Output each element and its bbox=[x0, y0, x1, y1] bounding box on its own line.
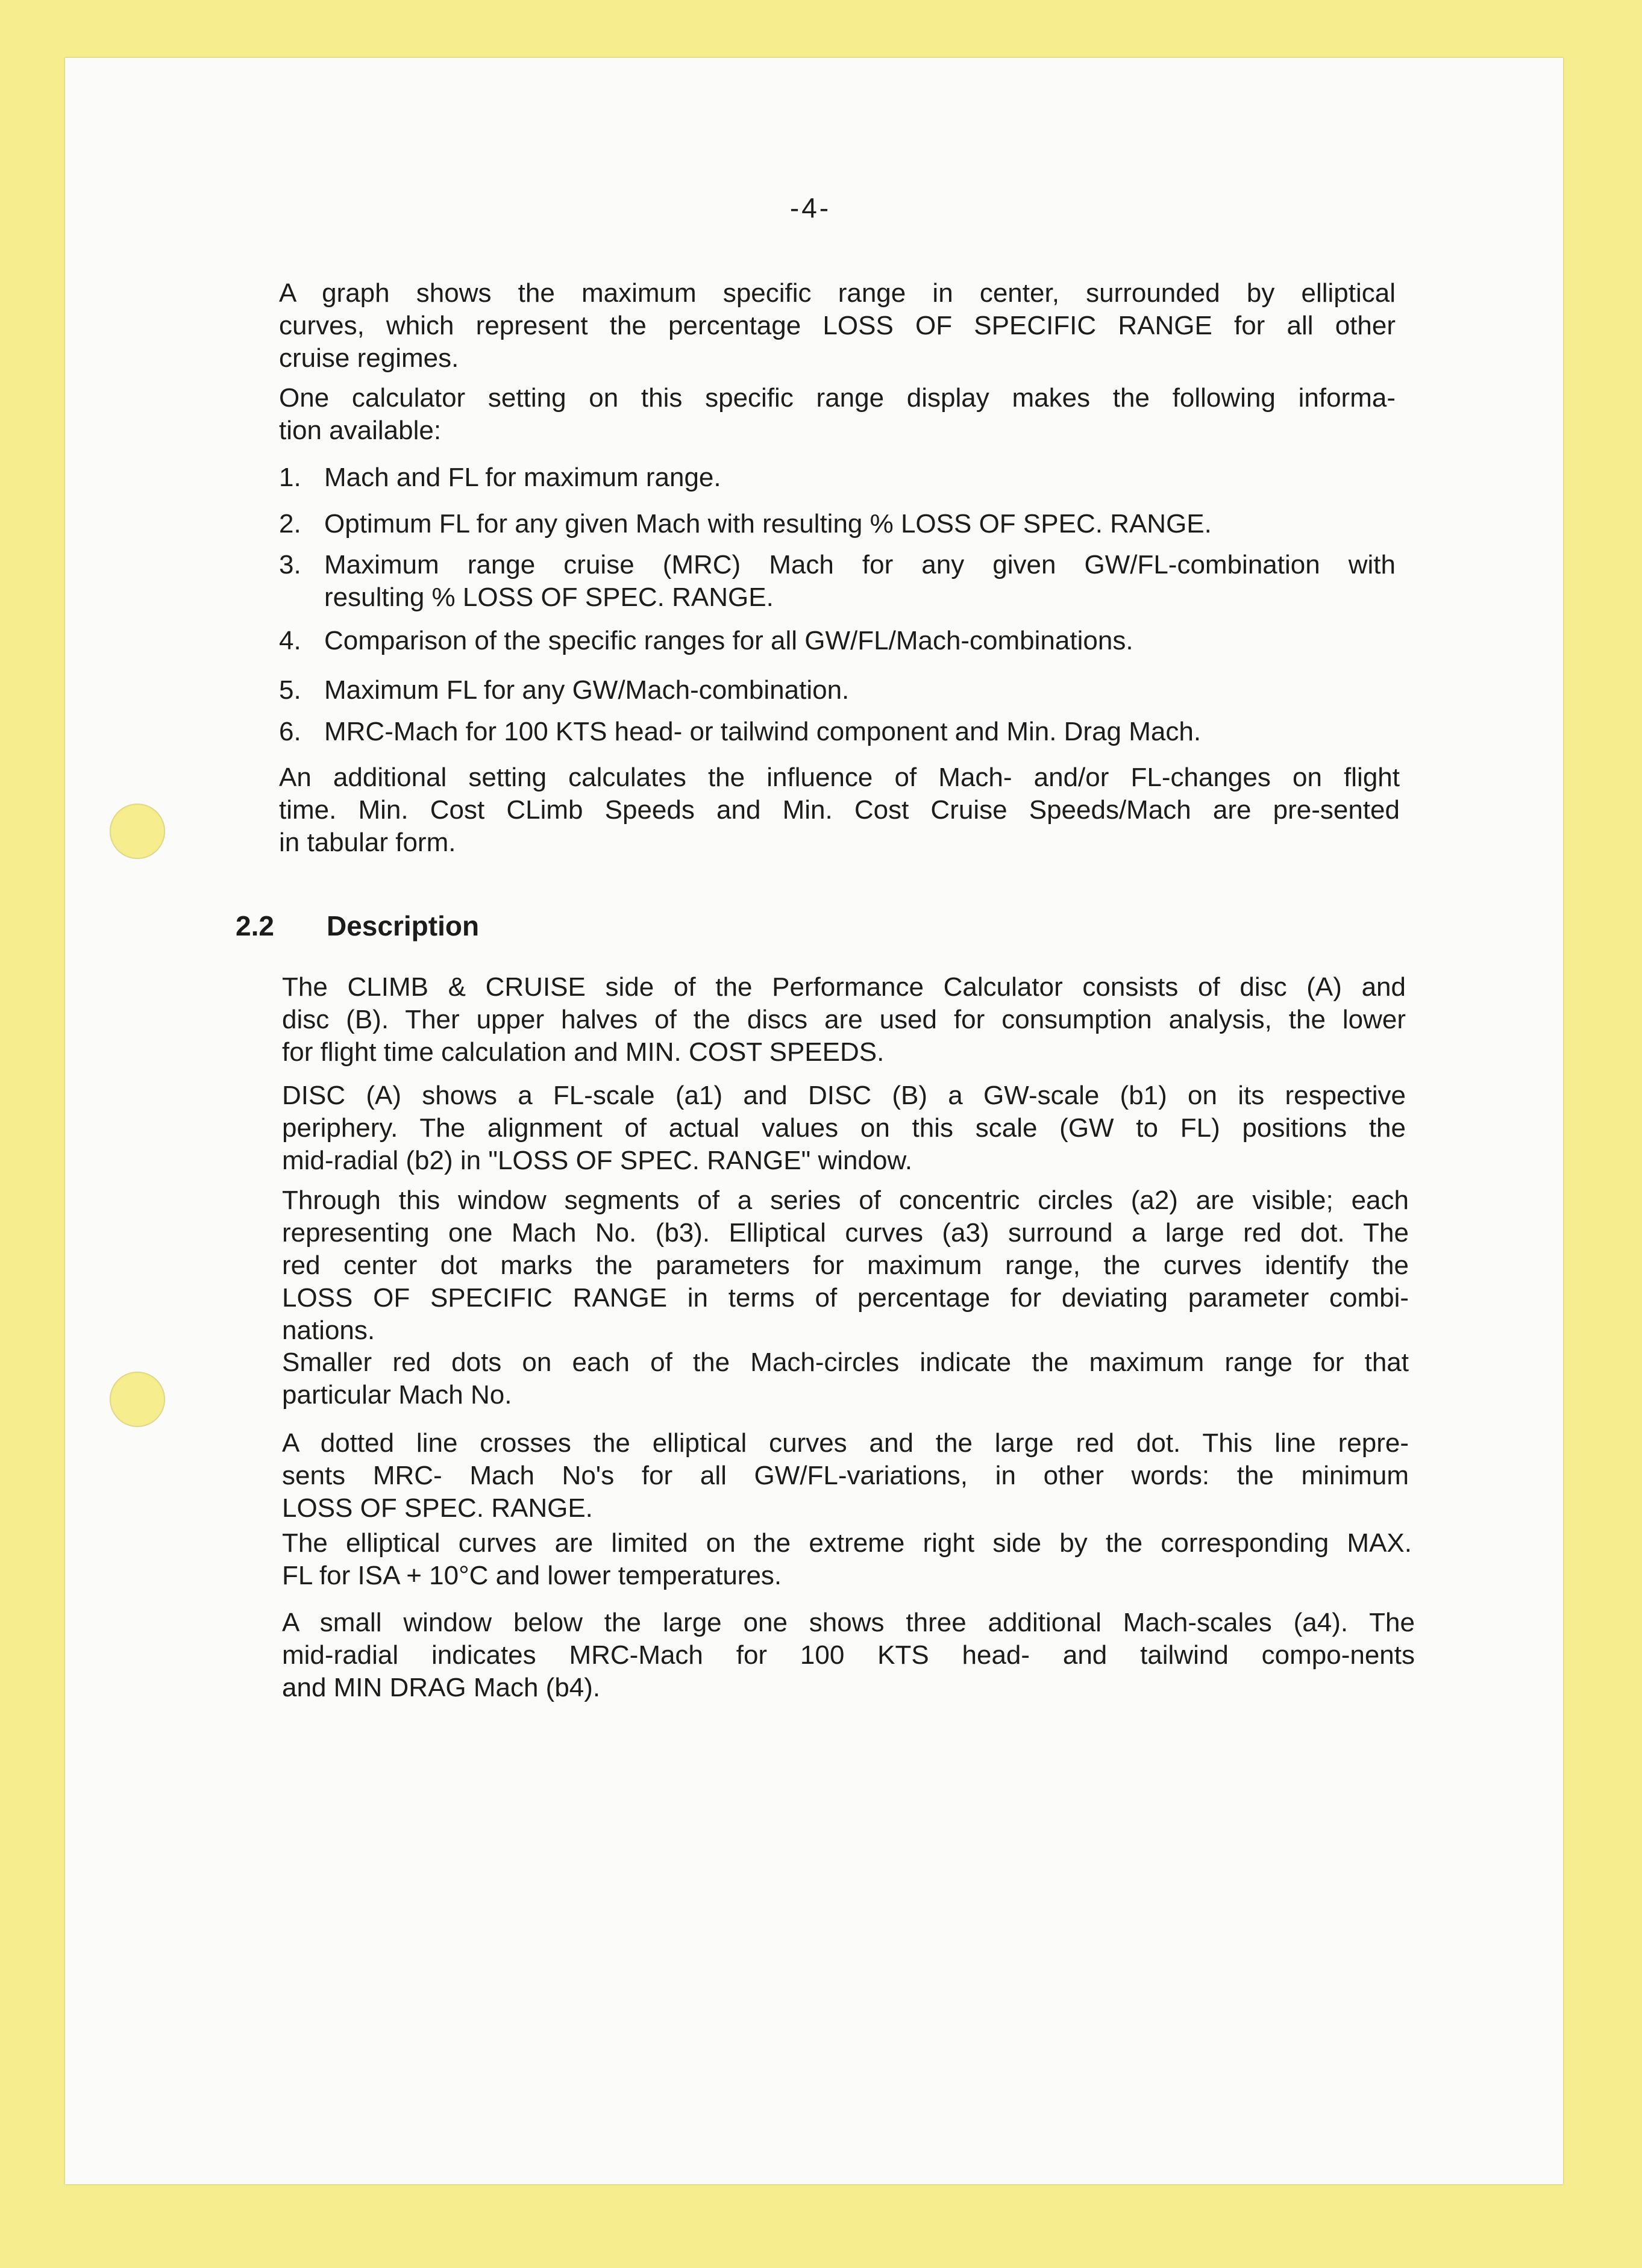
text-line: DISC (A) shows a FL-scale (a1) and DISC (B) a GW-scale (b1) on its respective bbox=[282, 1081, 1406, 1110]
description-paragraph bbox=[282, 1346, 1409, 1411]
text-line: One calculator setting on this specific range display makes the following informa- bbox=[279, 383, 1396, 413]
text-line: sents MRC- Mach No's for all GW/FL-variations, in other words: the minimum bbox=[282, 1461, 1409, 1490]
text-line: resulting % LOSS OF SPEC. RANGE. bbox=[324, 583, 774, 612]
list-number: 5. bbox=[279, 675, 301, 705]
text-line: curves, which represent the percentage LOSS OF SPECIFIC RANGE for all other bbox=[279, 311, 1396, 340]
text-line: A small window below the large one shows three additional Mach-scales (a4). The bbox=[282, 1608, 1415, 1637]
text-line: in tabular form. bbox=[279, 828, 456, 857]
list-text bbox=[324, 508, 1396, 540]
section-number: 2.2 bbox=[236, 910, 274, 942]
text-line: nations. bbox=[282, 1316, 375, 1345]
text-line: time. Min. Cost CLimb Speeds and Min. Cost Cruise Speeds/Mach are pre-sented bbox=[279, 795, 1400, 825]
list-text bbox=[324, 716, 1396, 748]
text-line: LOSS OF SPECIFIC RANGE in terms of percentage for deviating parameter combi- bbox=[282, 1283, 1409, 1313]
text-line: for flight time calculation and MIN. COST SPEEDS. bbox=[282, 1037, 885, 1067]
description-paragraph bbox=[282, 1527, 1412, 1592]
list-text bbox=[324, 549, 1396, 614]
text-line: Optimum FL for any given Mach with resulting % LOSS OF SPEC. RANGE. bbox=[324, 509, 1212, 539]
description-paragraph bbox=[282, 1427, 1409, 1525]
text-line: An additional setting calculates the influence of Mach- and/or FL-changes on flight bbox=[279, 763, 1400, 792]
text-line: LOSS OF SPEC. RANGE. bbox=[282, 1493, 593, 1523]
list-text bbox=[324, 461, 1396, 494]
page-number: -4- bbox=[789, 192, 832, 223]
list-number: 2. bbox=[279, 509, 301, 539]
text-line: Smaller red dots on each of the Mach-circles indicate the maximum range for that bbox=[282, 1348, 1409, 1377]
text-line: Through this window segments of a series of concentric circles (a2) are visible; each bbox=[282, 1186, 1409, 1215]
list-number: 6. bbox=[279, 717, 301, 746]
text-line: Comparison of the specific ranges for all GW/FL/Mach-combinations. bbox=[324, 626, 1133, 655]
text-line: FL for ISA + 10°C and lower temperatures. bbox=[282, 1561, 782, 1590]
description-paragraph bbox=[282, 1184, 1409, 1347]
text-line: A dotted line crosses the elliptical curves and the large red dot. This line repre- bbox=[282, 1428, 1409, 1458]
text-line: mid-radial indicates MRC-Mach for 100 KTS head- and tailwind compo-nents bbox=[282, 1640, 1415, 1670]
description-paragraph bbox=[282, 1079, 1406, 1177]
list-number: 4. bbox=[279, 626, 301, 655]
punch-hole bbox=[110, 1372, 165, 1427]
text-line: MRC-Mach for 100 KTS head- or tailwind component and Min. Drag Mach. bbox=[324, 717, 1202, 746]
text-line: disc (B). Ther upper halves of the discs are used for consumption analysis, the lower bbox=[282, 1005, 1406, 1034]
description-paragraph bbox=[282, 1607, 1415, 1704]
section-title: Description bbox=[327, 910, 480, 942]
text-line: red center dot marks the parameters for maximum range, the curves identify the bbox=[282, 1251, 1409, 1280]
additional-paragraph bbox=[279, 761, 1400, 859]
text-line: representing one Mach No. (b3). Elliptical curves (a3) surround a large red dot. The bbox=[282, 1218, 1409, 1248]
text-line: periphery. The alignment of actual values on this scale (GW to FL) positions the bbox=[282, 1113, 1406, 1143]
text-line: Maximum range cruise (MRC) Mach for any given GW/FL-combination with bbox=[324, 550, 1396, 579]
text-line: and MIN DRAG Mach (b4). bbox=[282, 1673, 601, 1702]
text-line: mid-radial (b2) in "LOSS OF SPEC. RANGE" window. bbox=[282, 1146, 913, 1175]
list-text bbox=[324, 625, 1396, 657]
text-line: The elliptical curves are limited on the extreme right side by the corresponding MAX. bbox=[282, 1528, 1412, 1558]
intro-paragraph bbox=[279, 277, 1396, 375]
text-line: particular Mach No. bbox=[282, 1380, 512, 1410]
text-line: cruise regimes. bbox=[279, 343, 459, 373]
list-number: 1. bbox=[279, 463, 301, 492]
description-paragraph bbox=[282, 971, 1406, 1069]
text-line: Maximum FL for any GW/Mach-combination. bbox=[324, 675, 850, 705]
text-line: The CLIMB & CRUISE side of the Performance Calculator consists of disc (A) and bbox=[282, 972, 1406, 1002]
text-line: A graph shows the maximum specific range in center, surrounded by elliptical bbox=[279, 278, 1396, 308]
list-number: 3. bbox=[279, 550, 301, 579]
punch-hole bbox=[110, 804, 165, 859]
text-line: Mach and FL for maximum range. bbox=[324, 463, 721, 492]
intro-paragraph bbox=[279, 382, 1396, 447]
list-text bbox=[324, 674, 1396, 707]
text-line: tion available: bbox=[279, 416, 442, 445]
